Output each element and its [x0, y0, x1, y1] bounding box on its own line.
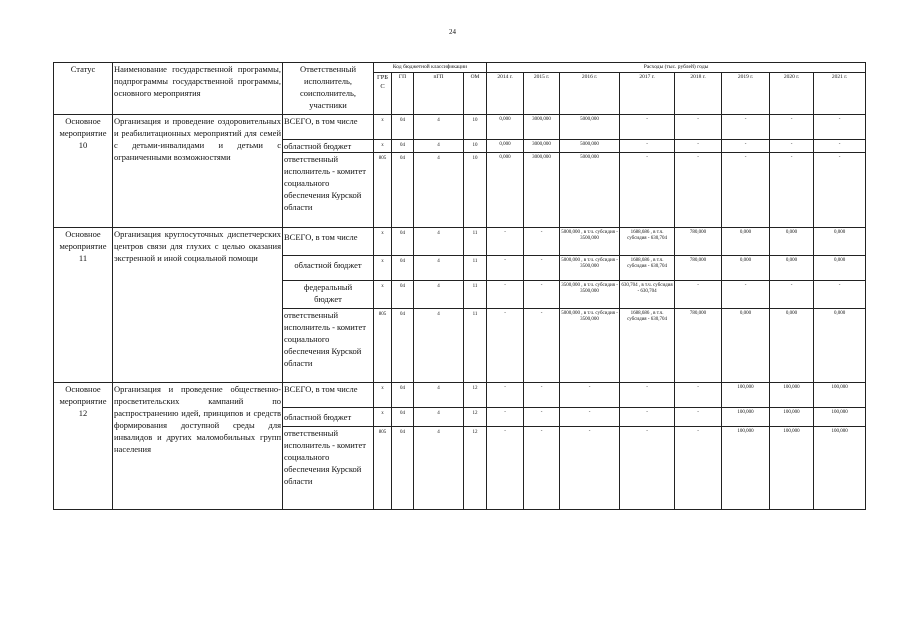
responsible-cell: областной бюджет — [283, 408, 374, 427]
header-year: 2019 г. — [722, 73, 770, 115]
value-cell: 1688,686 , в т.ч. субсидия - 630,704 — [620, 228, 675, 256]
value-cell: - — [524, 281, 560, 309]
value-cell: - — [814, 115, 866, 140]
header-year: 2021 г. — [814, 73, 866, 115]
value-cell: 0,000 — [487, 153, 524, 228]
value-cell: 1688,686 , в т.ч. субсидия - 630,704 — [620, 256, 675, 281]
header-year: 2020 г. — [770, 73, 814, 115]
value-cell: 5000,000 — [560, 153, 620, 228]
grbs-cell: 805 — [374, 309, 392, 383]
gp-cell: 04 — [392, 153, 414, 228]
value-cell: 780,000 — [675, 228, 722, 256]
value-cell: - — [814, 140, 866, 153]
budget-table — [53, 62, 866, 510]
value-cell: - — [487, 228, 524, 256]
gp-cell: 04 — [392, 383, 414, 408]
pgp-cell: 4 — [414, 153, 464, 228]
value-cell: - — [620, 427, 675, 510]
value-cell: - — [675, 427, 722, 510]
header-year: 2015 г. — [524, 73, 560, 115]
grbs-cell: x — [374, 228, 392, 256]
value-cell: - — [620, 408, 675, 427]
value-cell: 0,000 — [722, 228, 770, 256]
value-cell: - — [675, 153, 722, 228]
header-year: 2014 г. — [487, 73, 524, 115]
value-cell: 630,704 , в т.ч. субсидия - 630,704 — [620, 281, 675, 309]
value-cell: - — [620, 115, 675, 140]
value-cell: 0,000 — [770, 309, 814, 383]
value-cell: 5000,000 , в т.ч. субсидия - 3500,000 — [560, 256, 620, 281]
value-cell: - — [814, 153, 866, 228]
value-cell: - — [524, 228, 560, 256]
header-status: Статус — [54, 63, 113, 115]
responsible-cell: ВСЕГО, в том числе — [283, 228, 374, 256]
value-cell: 100,000 — [722, 383, 770, 408]
pgp-cell: 4 — [414, 281, 464, 309]
om-cell: 11 — [464, 228, 487, 256]
value-cell: 1688,686 , в т.ч. субсидия - 630,704 — [620, 309, 675, 383]
value-cell: - — [722, 115, 770, 140]
value-cell: - — [487, 427, 524, 510]
status-cell: Основное мероприятие 10 — [54, 115, 113, 228]
value-cell: 0,000 — [487, 115, 524, 140]
value-cell: 0,000 — [722, 309, 770, 383]
header-expenses-group: Расходы (тыс. рублей) годы — [487, 63, 866, 73]
value-cell: - — [770, 281, 814, 309]
header-responsible: Ответственный исполнитель, соисполнитель, участники — [283, 63, 374, 115]
gp-cell: 04 — [392, 281, 414, 309]
value-cell: 100,000 — [814, 427, 866, 510]
value-cell: - — [524, 383, 560, 408]
value-cell: 0,000 — [770, 228, 814, 256]
value-cell: - — [524, 408, 560, 427]
pgp-cell: 4 — [414, 256, 464, 281]
gp-cell: 04 — [392, 256, 414, 281]
value-cell: 100,000 — [814, 408, 866, 427]
value-cell: - — [487, 309, 524, 383]
gp-cell: 04 — [392, 309, 414, 383]
value-cell: 5000,000 , в т.ч. субсидия - 3500,000 — [560, 228, 620, 256]
responsible-cell: ответственный исполнитель - комитет социального обеспечения Курской области — [283, 309, 374, 383]
value-cell: - — [487, 383, 524, 408]
value-cell: - — [560, 408, 620, 427]
value-cell: - — [487, 408, 524, 427]
pgp-cell: 4 — [414, 408, 464, 427]
value-cell: - — [620, 383, 675, 408]
value-cell: - — [675, 140, 722, 153]
grbs-cell: x — [374, 281, 392, 309]
om-cell: 10 — [464, 140, 487, 153]
pgp-cell: 4 — [414, 383, 464, 408]
value-cell: - — [722, 140, 770, 153]
responsible-cell: федеральный бюджет — [283, 281, 374, 309]
value-cell: - — [770, 140, 814, 153]
value-cell: 0,000 — [814, 228, 866, 256]
responsible-cell: областной бюджет — [283, 140, 374, 153]
value-cell: - — [770, 115, 814, 140]
grbs-cell: x — [374, 256, 392, 281]
value-cell: - — [770, 153, 814, 228]
value-cell: 100,000 — [722, 408, 770, 427]
gp-cell: 04 — [392, 140, 414, 153]
grbs-cell: 805 — [374, 427, 392, 510]
value-cell: - — [524, 427, 560, 510]
value-cell: 100,000 — [770, 408, 814, 427]
value-cell: 100,000 — [770, 427, 814, 510]
pgp-cell: 4 — [414, 427, 464, 510]
header-gp: ГП — [392, 73, 414, 115]
om-cell: 10 — [464, 153, 487, 228]
grbs-cell: 805 — [374, 153, 392, 228]
responsible-cell: ВСЕГО, в том числе — [283, 383, 374, 408]
gp-cell: 04 — [392, 427, 414, 510]
header-year: 2016 г. — [560, 73, 620, 115]
grbs-cell: x — [374, 408, 392, 427]
om-cell: 12 — [464, 383, 487, 408]
header-year: 2018 г. — [675, 73, 722, 115]
grbs-cell: x — [374, 115, 392, 140]
om-cell: 12 — [464, 408, 487, 427]
value-cell: 5000,000 , в т.ч. субсидия - 3500,000 — [560, 309, 620, 383]
measure-name — [113, 115, 283, 228]
value-cell: - — [814, 281, 866, 309]
value-cell: 0,000 — [770, 256, 814, 281]
responsible-cell: ВСЕГО, в том числе — [283, 115, 374, 140]
value-cell: - — [722, 153, 770, 228]
om-cell: 11 — [464, 309, 487, 383]
value-cell: 780,000 — [675, 256, 722, 281]
value-cell: - — [524, 309, 560, 383]
measure-name-text: Организация и проведение общественно-просветительских кампаний по распространению идей, принципов и средств формирования доступной среды для инвалидов и других маломобильных групп населения — [114, 384, 281, 454]
gp-cell: 04 — [392, 408, 414, 427]
value-cell: 3000,000 — [524, 153, 560, 228]
om-cell: 11 — [464, 256, 487, 281]
value-cell: - — [620, 153, 675, 228]
status-cell: Основное мероприятие 11 — [54, 228, 113, 383]
measure-name-text: Организация и проведение оздоровительных и реабилитационных мероприятий для семей с детьми-инвалидами и детьми с ограниченными возможностями — [114, 116, 281, 162]
measure-name — [113, 383, 283, 510]
header-grbs: ГРБС — [374, 73, 392, 115]
value-cell: 3000,000 — [524, 115, 560, 140]
pgp-cell: 4 — [414, 309, 464, 383]
value-cell: - — [722, 281, 770, 309]
value-cell: - — [524, 256, 560, 281]
om-cell: 10 — [464, 115, 487, 140]
pgp-cell: 4 — [414, 140, 464, 153]
gp-cell: 04 — [392, 115, 414, 140]
value-cell: 0,000 — [814, 309, 866, 383]
responsible-cell: областной бюджет — [283, 256, 374, 281]
value-cell: 0,000 — [814, 256, 866, 281]
header-om: ОМ — [464, 73, 487, 115]
header-name: Наименование государственной программы, подпрограммы государственной программы, основного мероприятия — [113, 63, 283, 115]
value-cell: - — [675, 408, 722, 427]
om-cell: 11 — [464, 281, 487, 309]
value-cell: 100,000 — [814, 383, 866, 408]
page-number: 24 — [449, 28, 456, 36]
om-cell: 12 — [464, 427, 487, 510]
header-year: 2017 г. — [620, 73, 675, 115]
value-cell: 100,000 — [722, 427, 770, 510]
status-cell: Основное мероприятие 12 — [54, 383, 113, 510]
measure-name-text: Организация круглосуточных диспетчерских центров связи для глухих с целью оказания экстренной и иной социальной помощи — [114, 229, 281, 263]
header-budget-code-group: Код бюджетной классификации — [374, 63, 487, 73]
value-cell: - — [487, 281, 524, 309]
value-cell: - — [675, 115, 722, 140]
value-cell: 5000,000 — [560, 115, 620, 140]
responsible-cell: ответственный исполнитель - комитет социального обеспечения Курской области — [283, 427, 374, 510]
value-cell: - — [560, 427, 620, 510]
value-cell: - — [675, 383, 722, 408]
grbs-cell: x — [374, 140, 392, 153]
value-cell: 0,000 — [722, 256, 770, 281]
value-cell: 100,000 — [770, 383, 814, 408]
header-pgp: пГП — [414, 73, 464, 115]
pgp-cell: 4 — [414, 115, 464, 140]
value-cell: 3000,000 — [524, 140, 560, 153]
value-cell: - — [620, 140, 675, 153]
pgp-cell: 4 — [414, 228, 464, 256]
value-cell: - — [487, 256, 524, 281]
value-cell: - — [560, 383, 620, 408]
value-cell: 780,000 — [675, 309, 722, 383]
measure-name — [113, 228, 283, 383]
responsible-cell: ответственный исполнитель - комитет социального обеспечения Курской области — [283, 153, 374, 228]
value-cell: 5000,000 — [560, 140, 620, 153]
value-cell: 3500,000 , в т.ч. субсидия - 3500,000 — [560, 281, 620, 309]
grbs-cell: x — [374, 383, 392, 408]
value-cell: 0,000 — [487, 140, 524, 153]
value-cell: - — [675, 281, 722, 309]
gp-cell: 04 — [392, 228, 414, 256]
